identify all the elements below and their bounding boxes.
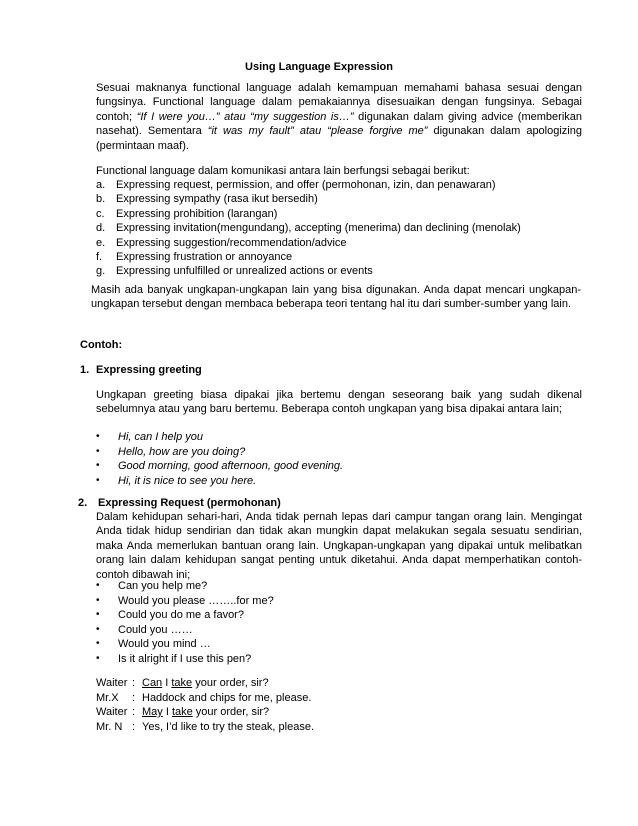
- intro-paragraph: [96, 81, 582, 153]
- list-item: • Would you please ……..for me?: [96, 594, 274, 607]
- page-title: Using Language Expression: [245, 61, 393, 73]
- list-item: b. Expressing sympathy (rasa ikut bersedih): [96, 193, 318, 206]
- list-item: • Hello, how are you doing?: [96, 445, 246, 458]
- dialog-example: [96, 676, 314, 734]
- intro-text-a: Sesuai maknanya functional language adalah kemampuan memahami bahasa sesuai dengan fungsinya. Functional language dalam pemakaiannya disesuaikan dengan fungsinya. Sebagai contoh;: [96, 82, 582, 123]
- list-item: d. Expressing invitation(mengundang), accepting (menerima) dan declining (menolak): [96, 222, 521, 235]
- examples-label: Contoh:: [80, 339, 123, 351]
- dialog-line: Mr. N : Yes, I’d like to try the steak, please.: [96, 720, 315, 733]
- list-item: a. Expressing request, permission, and offer (permohonan, izin, dan penawaran): [96, 179, 496, 191]
- list-item: • Can you help me?: [96, 580, 208, 592]
- section1-heading: 1. Expressing greeting: [80, 364, 202, 376]
- dialog-line: Mr.X : Haddock and chips for me, please.: [96, 691, 312, 704]
- list-item: • Could you ……: [96, 623, 193, 636]
- list-item: • Would you mind …: [96, 638, 211, 650]
- section2-heading: 2. Expressing Request (permohonan): [78, 497, 281, 509]
- closing-paragraph: Masih ada banyak ungkapan-ungkapan lain yang bisa digunakan. Anda dapat mencari ungkapan-ungkapan tersebut dengan membaca beberapa teori tentang hal itu dari sumber-sumber yang lain.: [91, 284, 581, 311]
- functions-lead: Functional language dalam komunikasi antara lain berfungsi sebagai berikut:: [96, 165, 470, 177]
- functions-list: [96, 178, 582, 279]
- intro-quote-apology: “it was my fault” atau “please forgive me”: [207, 125, 428, 138]
- intro-text-c: digunakan dalam apologizing (permintaan maaf).: [96, 125, 582, 152]
- list-item: c. Expressing prohibition (larangan): [96, 207, 278, 220]
- section2-examples: [96, 579, 582, 666]
- list-item: g. Expressing unfulfilled or unrealized actions or events: [96, 265, 373, 278]
- intro-quote-advice: “If I were you…” atau “my suggestion is…”: [136, 110, 354, 123]
- list-item: f. Expressing frustration or annoyance: [96, 250, 293, 263]
- section2-body: Dalam kehidupan sehari-hari, Anda tidak pernah lepas dari campur tangan orang lain. Mengingat Anda tidak hidup sendirian dan tidak akan mungkin dapat melakukan segala sesuatu sendirian, maka Anda memerlukan bantuan orang lain. Ungkapan-ungkapan yang dipakai untuk melibatkan orang lain dalam kehidupan sangat penting untuk diketahui. Anda dapat memperhatikan contoh-contoh dibawah ini;: [96, 511, 582, 581]
- dialog-line: Waiter : Can I take your order, sir?: [96, 677, 269, 689]
- list-item: • Hi, can I help you: [96, 431, 203, 443]
- list-item: • Hi, it is nice to see you here.: [96, 474, 257, 487]
- section1-body: Ungkapan greeting biasa dipakai jika bertemu dengan seseorang baik yang sudah dikenal sebelumnya atau yang baru bertemu. Beberapa contoh ungkapan yang bisa dipakai antara lain;: [96, 389, 582, 416]
- dialog-line: Waiter : May I take your order, sir?: [96, 706, 270, 718]
- list-item: e. Expressing suggestion/recommendation/advice: [96, 236, 347, 249]
- list-item: • Could you do me a favor?: [96, 609, 244, 621]
- section1-examples: [96, 430, 582, 488]
- list-item: • Good morning, good afternoon, good evening.: [96, 460, 344, 472]
- intro-text-b: digunakan dalam giving advice (memberikan nasehat). Sementara: [96, 110, 582, 138]
- list-item: • Is it alright if I use this pen?: [96, 652, 252, 665]
